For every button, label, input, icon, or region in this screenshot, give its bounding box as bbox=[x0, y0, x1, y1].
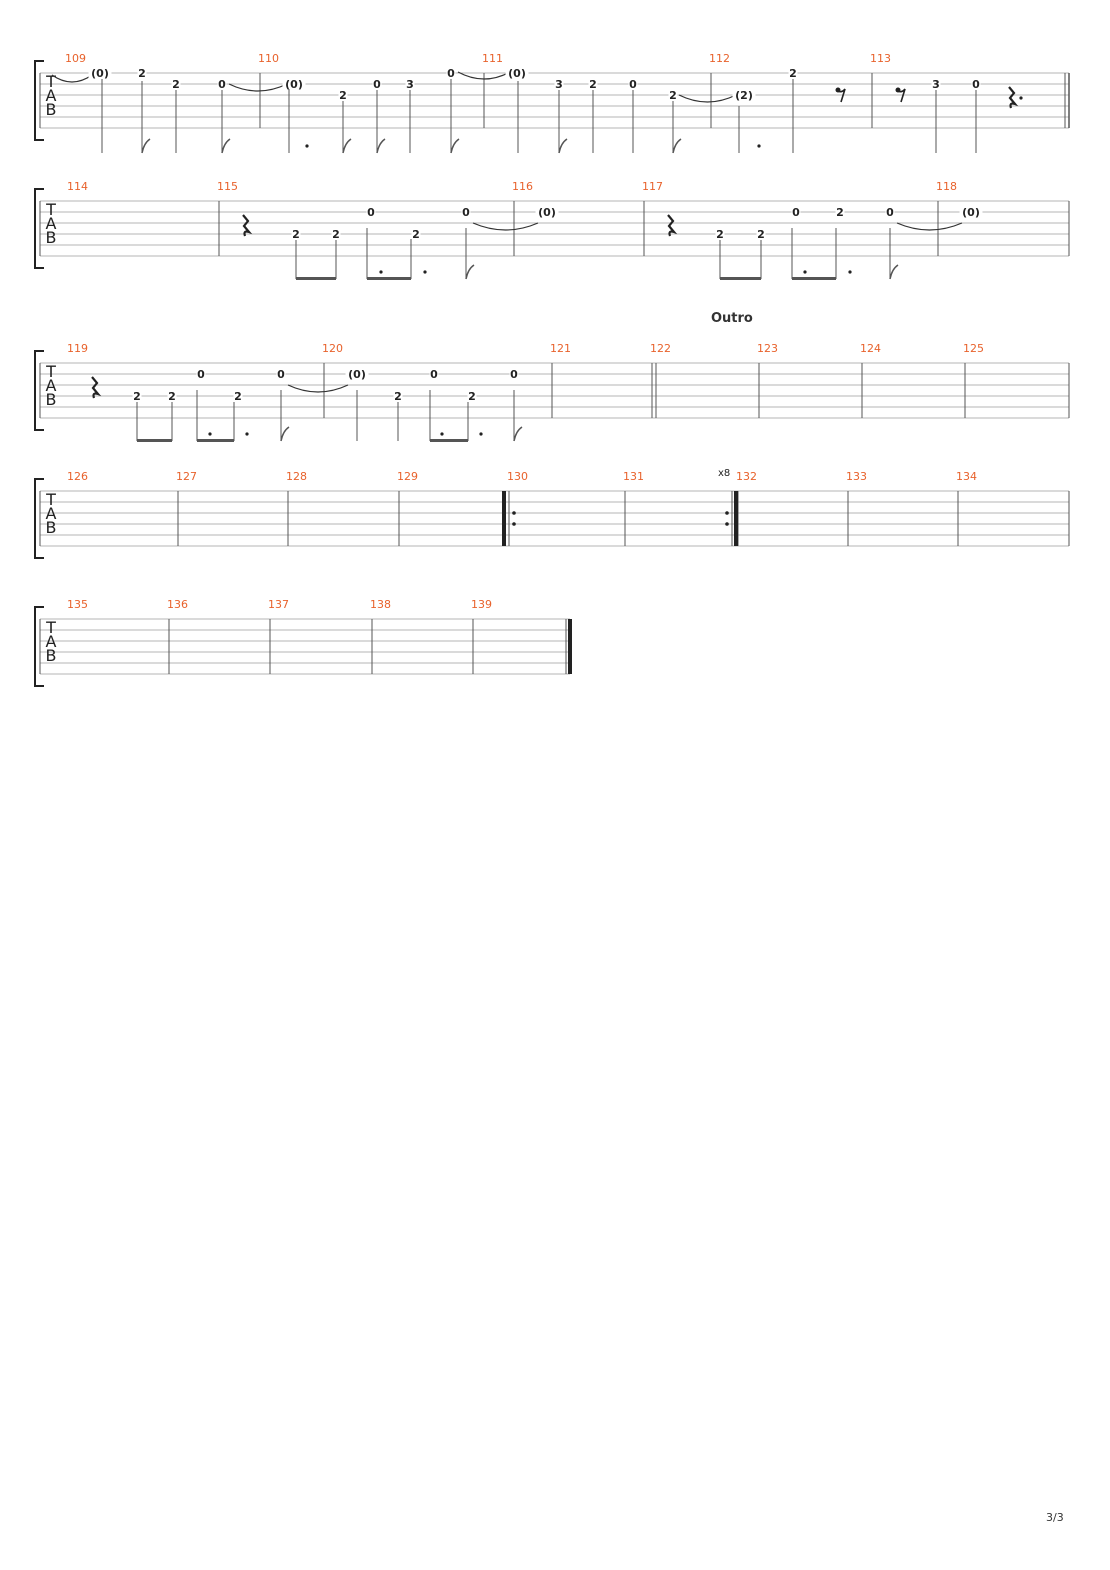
fret-number: 2 bbox=[589, 78, 597, 91]
beam bbox=[367, 277, 411, 280]
tab-clef-letter: B bbox=[45, 228, 57, 247]
fret-number: 2 bbox=[172, 78, 180, 91]
fret-number: 0 bbox=[462, 206, 470, 219]
tab-clef-letter: B bbox=[45, 100, 57, 119]
measure-number: 121 bbox=[550, 342, 571, 355]
fret-number: (0) bbox=[538, 206, 556, 219]
beam bbox=[137, 439, 172, 442]
eighth-flag bbox=[466, 265, 474, 279]
measure-number: 123 bbox=[757, 342, 778, 355]
fret-number: 2 bbox=[292, 228, 300, 241]
repeat-count: x8 bbox=[718, 468, 731, 479]
fret-number: 2 bbox=[234, 390, 242, 403]
measure-number: 139 bbox=[471, 598, 492, 611]
measure-number: 126 bbox=[67, 470, 88, 483]
fret-number: 0 bbox=[197, 368, 205, 381]
duration-dot bbox=[479, 432, 482, 435]
measure-number: 128 bbox=[286, 470, 307, 483]
eighth-flag bbox=[142, 139, 150, 153]
fret-number: 3 bbox=[555, 78, 563, 91]
fret-number: 2 bbox=[757, 228, 765, 241]
fret-number: 0 bbox=[373, 78, 381, 91]
duration-dot bbox=[379, 270, 382, 273]
eighth-flag bbox=[222, 139, 230, 153]
page-number: 3/3 bbox=[1046, 1511, 1064, 1524]
tab-clef-letter: B bbox=[45, 646, 57, 665]
fret-number: 2 bbox=[669, 89, 677, 102]
measure-number: 116 bbox=[512, 180, 533, 193]
fret-number: 2 bbox=[332, 228, 340, 241]
duration-dot bbox=[423, 270, 426, 273]
duration-dot bbox=[440, 432, 443, 435]
fret-number: (2) bbox=[735, 89, 753, 102]
tab-clef-letter: B bbox=[45, 390, 57, 409]
fret-number: 0 bbox=[218, 78, 226, 91]
fret-number: 2 bbox=[138, 67, 146, 80]
measure-number: 109 bbox=[65, 52, 86, 65]
eighth-flag bbox=[673, 139, 681, 153]
tab-clef-letter: T bbox=[46, 490, 56, 509]
measure-number: 114 bbox=[67, 180, 88, 193]
tie-arc bbox=[229, 84, 287, 91]
fret-number: (0) bbox=[508, 67, 526, 80]
measure-number: 130 bbox=[507, 470, 528, 483]
eighth-flag bbox=[559, 139, 567, 153]
fret-number: 0 bbox=[367, 206, 375, 219]
fret-number: 3 bbox=[932, 78, 940, 91]
fret-number: 2 bbox=[394, 390, 402, 403]
fret-number: 0 bbox=[430, 368, 438, 381]
duration-dot bbox=[245, 432, 248, 435]
measure-number: 137 bbox=[268, 598, 289, 611]
measure-number: 118 bbox=[936, 180, 957, 193]
duration-dot bbox=[848, 270, 851, 273]
measure-number: 135 bbox=[67, 598, 88, 611]
fret-number: 0 bbox=[972, 78, 980, 91]
quarter-rest bbox=[243, 215, 249, 236]
tab-clef-letter: B bbox=[45, 518, 57, 537]
fret-number: (0) bbox=[962, 206, 980, 219]
fret-number: 0 bbox=[510, 368, 518, 381]
measure-number: 110 bbox=[258, 52, 279, 65]
measure-number: 125 bbox=[963, 342, 984, 355]
fret-number: (0) bbox=[348, 368, 366, 381]
tab-clef-letter: A bbox=[45, 504, 57, 523]
measure-number: 136 bbox=[167, 598, 188, 611]
repeat-dot bbox=[725, 522, 729, 526]
measure-number: 134 bbox=[956, 470, 977, 483]
beam bbox=[197, 439, 234, 442]
quarter-rest bbox=[668, 215, 674, 236]
tab-clef-letter: T bbox=[46, 200, 56, 219]
repeat-end-thick-bar bbox=[734, 491, 738, 546]
duration-dot bbox=[757, 144, 760, 147]
duration-dot bbox=[208, 432, 211, 435]
tie-arc bbox=[288, 385, 348, 392]
measure-number: 129 bbox=[397, 470, 418, 483]
tie-arc bbox=[897, 223, 962, 230]
beam bbox=[720, 277, 761, 280]
quarter-rest bbox=[1009, 87, 1015, 108]
eighth-flag bbox=[451, 139, 459, 153]
fret-number: (0) bbox=[91, 67, 109, 80]
duration-dot bbox=[1019, 96, 1022, 99]
eighth-flag bbox=[890, 265, 898, 279]
tie-arc bbox=[473, 223, 538, 230]
measure-number: 119 bbox=[67, 342, 88, 355]
fret-number: 2 bbox=[168, 390, 176, 403]
measure-number: 127 bbox=[176, 470, 197, 483]
measure-number: 132 bbox=[736, 470, 757, 483]
fret-number: 2 bbox=[789, 67, 797, 80]
tab-clef-letter: A bbox=[45, 376, 57, 395]
eighth-flag bbox=[514, 427, 522, 441]
tab-clef-letter: A bbox=[45, 632, 57, 651]
measure-number: 112 bbox=[709, 52, 730, 65]
tie-arc bbox=[52, 75, 92, 82]
measure-number: 115 bbox=[217, 180, 238, 193]
beam bbox=[296, 277, 336, 280]
fret-number: 0 bbox=[792, 206, 800, 219]
repeat-start-thick-bar bbox=[502, 491, 506, 546]
measure-number: 122 bbox=[650, 342, 671, 355]
measure-number: 120 bbox=[322, 342, 343, 355]
fret-number: 2 bbox=[412, 228, 420, 241]
quarter-rest bbox=[92, 377, 98, 398]
final-bar-thick bbox=[568, 619, 572, 674]
eighth-flag bbox=[377, 139, 385, 153]
repeat-dot bbox=[725, 511, 729, 515]
section-label-outro: Outro bbox=[711, 311, 753, 326]
fret-number: 3 bbox=[406, 78, 414, 91]
fret-number: 2 bbox=[716, 228, 724, 241]
measure-number: 111 bbox=[482, 52, 503, 65]
tab-clef-letter: T bbox=[46, 72, 56, 91]
fret-number: 0 bbox=[277, 368, 285, 381]
fret-number: 2 bbox=[468, 390, 476, 403]
tab-clef-letter: A bbox=[45, 86, 57, 105]
measure-number: 138 bbox=[370, 598, 391, 611]
tab-clef-letter: T bbox=[46, 362, 56, 381]
measure-number: 113 bbox=[870, 52, 891, 65]
fret-number: 0 bbox=[886, 206, 894, 219]
tie-arc bbox=[679, 95, 736, 102]
fret-number: 0 bbox=[447, 67, 455, 80]
fret-number: 0 bbox=[629, 78, 637, 91]
duration-dot bbox=[305, 144, 308, 147]
fret-number: 2 bbox=[836, 206, 844, 219]
fret-number: 2 bbox=[339, 89, 347, 102]
beam bbox=[430, 439, 468, 442]
measure-number: 133 bbox=[846, 470, 867, 483]
fret-number: (0) bbox=[285, 78, 303, 91]
eighth-flag bbox=[343, 139, 351, 153]
eighth-flag bbox=[281, 427, 289, 441]
repeat-dot bbox=[512, 522, 516, 526]
measure-number: 124 bbox=[860, 342, 881, 355]
fret-number: 2 bbox=[133, 390, 141, 403]
beam bbox=[792, 277, 836, 280]
repeat-dot bbox=[512, 511, 516, 515]
tab-clef-letter: A bbox=[45, 214, 57, 233]
measure-number: 131 bbox=[623, 470, 644, 483]
duration-dot bbox=[803, 270, 806, 273]
measure-number: 117 bbox=[642, 180, 663, 193]
tab-clef-letter: T bbox=[46, 618, 56, 637]
